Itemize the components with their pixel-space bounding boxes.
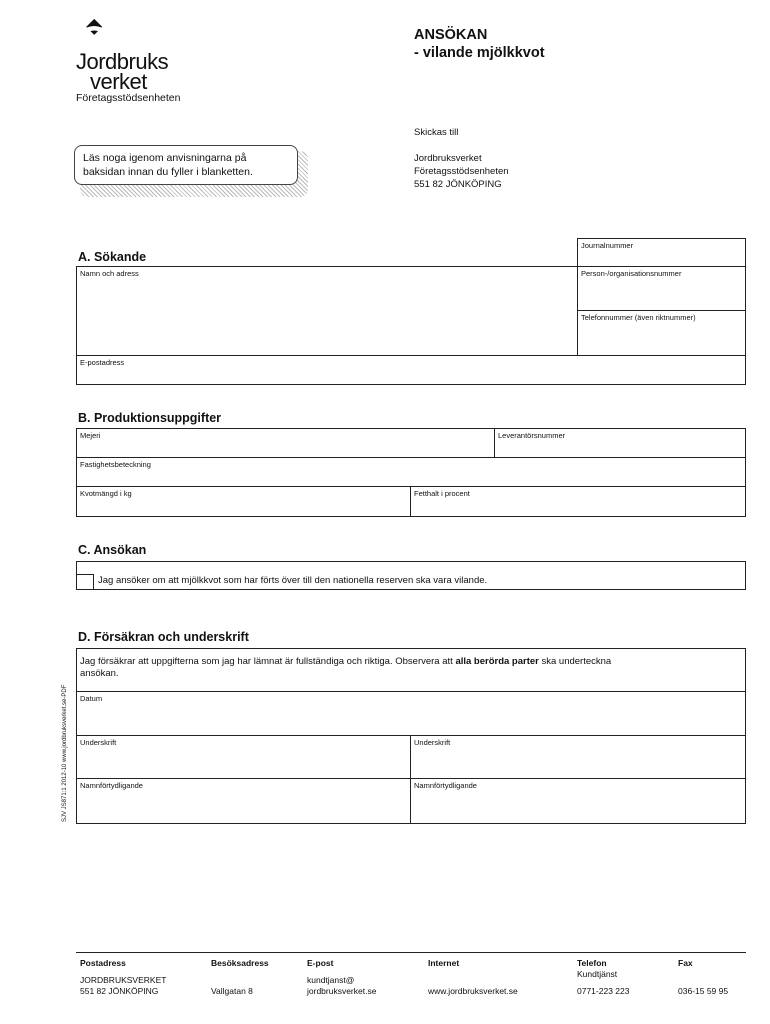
footer-visit-value: Vallgatan 8	[211, 986, 253, 996]
name-clarification-field-1[interactable]	[76, 778, 411, 824]
property-designation-field[interactable]	[76, 457, 746, 487]
declaration-text-post: ska underteckna	[541, 656, 612, 667]
form-title-line2: - vilande mjölkkvot	[414, 45, 545, 61]
footer-internet-head: Internet	[428, 958, 460, 968]
date-field[interactable]	[76, 691, 746, 736]
email-label: E-postadress	[80, 358, 125, 367]
send-to-label: Skickas till	[414, 127, 459, 138]
send-to-address	[414, 126, 509, 191]
notice-line1: Läs noga igenom anvisningarna på	[83, 152, 247, 164]
signature-label-2: Underskrift	[414, 738, 451, 747]
fat-percent-field[interactable]	[410, 486, 746, 517]
quota-amount-field[interactable]	[76, 486, 411, 517]
name-address-field[interactable]	[76, 266, 578, 356]
signature-label-1: Underskrift	[80, 738, 117, 747]
person-org-number-label: Person-/organisationsnummer	[581, 269, 682, 278]
footer-phone	[577, 958, 629, 997]
footer-phone-value: 0771-223 223	[577, 986, 630, 996]
notice-line2: baksidan innan du fyller i blanketten.	[83, 166, 253, 178]
name-clarification-field-2[interactable]	[410, 778, 746, 824]
name-clarification-label-2: Namnförtydligande	[414, 781, 477, 790]
phone-number-field[interactable]	[577, 310, 746, 356]
footer-email-line2[interactable]: jordbruksverket.se	[307, 986, 377, 996]
send-to-line1: Jordbruksverket	[414, 153, 482, 164]
application-row	[76, 561, 746, 590]
footer-postal-line1: JORDBRUKSVERKET	[80, 975, 167, 985]
footer-postal-head: Postadress	[80, 958, 126, 968]
signature-field-1[interactable]	[76, 735, 411, 779]
journal-number-field[interactable]	[577, 238, 746, 267]
footer-phone-head: Telefon	[577, 958, 607, 968]
section-c-title: C. Ansökan	[78, 543, 147, 557]
form-reference-sidebar: SJV JS871:1 2012-10 www.jordbruksverket.se-PDF	[62, 684, 68, 822]
section-d-title: D. Försäkran och underskrift	[78, 630, 249, 644]
declaration-text-line2: ansökan.	[80, 668, 119, 679]
logo-subtitle: Företagsstödsenheten	[76, 92, 181, 104]
footer-phone-sub: Kundtjänst	[577, 969, 618, 979]
form-title	[414, 26, 545, 62]
supplier-number-field[interactable]	[494, 428, 746, 458]
quota-amount-label: Kvotmängd i kg	[80, 489, 132, 498]
footer-internet-value[interactable]: www.jordbruksverket.se	[428, 986, 518, 996]
declaration-box	[76, 648, 746, 692]
section-b-title: B. Produktionsuppgifter	[78, 411, 222, 425]
signature-field-2[interactable]	[410, 735, 746, 779]
footer-postal	[80, 958, 166, 997]
footer-internet	[428, 958, 518, 997]
form-title-line1: ANSÖKAN	[414, 27, 488, 43]
journal-number-label: Journalnummer	[581, 241, 634, 250]
footer-fax	[678, 958, 728, 997]
declaration-text-bold: alla berörda parter	[455, 656, 539, 667]
application-checkbox[interactable]	[76, 574, 94, 590]
send-to-line2: Företagsstödsenheten	[414, 166, 509, 177]
footer-visit	[211, 958, 269, 997]
logo-name-line1: Jordbruks	[76, 49, 169, 74]
dairy-label: Mejeri	[80, 431, 101, 440]
footer-divider	[76, 952, 746, 953]
instruction-notice	[74, 145, 298, 185]
footer-email-head: E-post	[307, 958, 334, 968]
name-address-label: Namn och adress	[80, 269, 139, 278]
footer-fax-value: 036-15 59 95	[678, 986, 729, 996]
phone-number-label: Telefonnummer (även riktnummer)	[581, 313, 696, 322]
footer-fax-head: Fax	[678, 958, 693, 968]
supplier-number-label: Leverantörsnummer	[498, 431, 566, 440]
declaration-text-pre: Jag försäkrar att uppgifterna som jag har lämnat är fullständiga och riktiga. Observera att	[80, 656, 453, 667]
footer-email-line1: kundtjanst@	[307, 975, 355, 985]
name-clarification-label-1: Namnförtydligande	[80, 781, 143, 790]
date-label: Datum	[80, 694, 103, 703]
person-org-number-field[interactable]	[577, 266, 746, 311]
send-to-line3: 551 82 JÖNKÖPING	[414, 179, 502, 190]
footer-email	[307, 958, 376, 997]
declaration-text	[80, 656, 740, 680]
logo-name-line2: verket	[90, 69, 147, 94]
logo-name	[76, 49, 169, 94]
fat-percent-label: Fetthalt i procent	[414, 489, 470, 498]
email-field[interactable]	[76, 355, 746, 385]
section-a-title: A. Sökande	[78, 250, 147, 264]
application-statement: Jag ansöker om att mjölkkvot som har förts över till den nationella reserven ska vara vilande.	[98, 575, 488, 586]
footer-postal-line2: 551 82 JÖNKÖPING	[80, 986, 159, 996]
dairy-field[interactable]	[76, 428, 495, 458]
footer-visit-head: Besöksadress	[211, 958, 269, 968]
property-designation-label: Fastighetsbeteckning	[80, 460, 151, 469]
